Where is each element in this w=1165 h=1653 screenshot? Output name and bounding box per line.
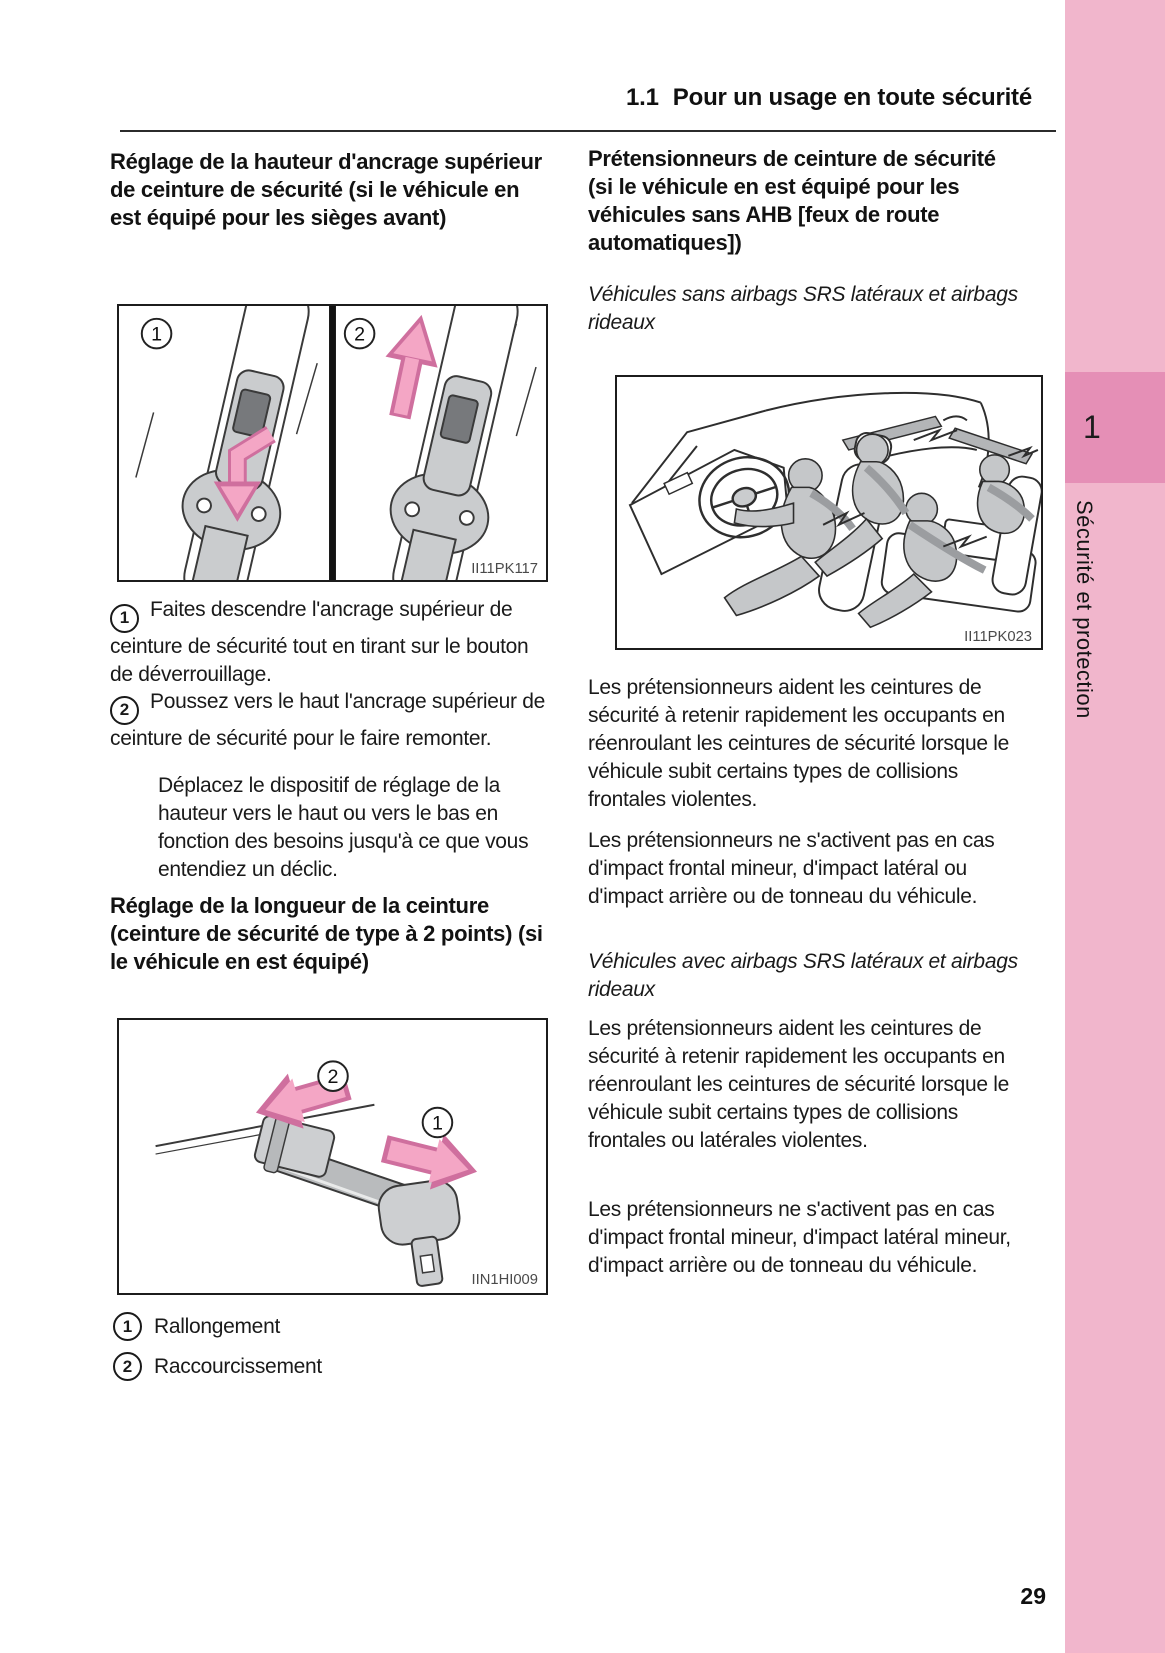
step-2 <box>110 688 555 753</box>
para-without-1: Les prétensionneurs aident les ceintures de sécurité à retenir rapidement les occupants en réenroulant les ceintures de sécurité lorsque le véhicule subit certains types de collisions frontales violentes. <box>588 676 1010 811</box>
legend-1-text: Rallongement <box>154 1314 280 1338</box>
chapter-title-vertical: Sécurité et protection <box>1072 500 1097 719</box>
legend-2-text: Raccourcissement <box>154 1354 322 1378</box>
figure-pretensioners <box>615 375 1043 650</box>
figure-code: II11PK023 <box>964 629 1033 646</box>
belt-height-illustration <box>119 306 546 580</box>
legend-item-1 <box>113 1312 558 1341</box>
section-number: 1.1 <box>626 84 659 111</box>
page-number: 29 <box>1020 1583 1046 1609</box>
step-2-number: 2 <box>110 696 139 725</box>
section-title: Pour un usage en toute sécurité <box>672 84 1032 111</box>
para-with-2: Les prétensionneurs ne s'activent pas en cas d'impact frontal mineur, d'impact latéral mineur, d'impact arrière ou de tonneau du véhicule. <box>588 1198 1011 1277</box>
figure-code: II11PK117 <box>471 561 538 578</box>
legend-2-number: 2 <box>113 1352 142 1381</box>
figure-belt-height <box>117 304 548 582</box>
heading-pretensioners: Prétensionneurs de ceinture de sécurité (si le véhicule en est équipé pour les véhicules sans AHB [feux de route automatiques]) <box>588 146 996 255</box>
legend-1-number: 1 <box>113 1312 142 1341</box>
heading-belt-length: Réglage de la longueur de la ceinture (ceinture de sécurité de type à 2 points) (si le véhicule en est équipé) <box>110 893 543 974</box>
step-1 <box>110 596 555 689</box>
variant-without-airbags: Véhicules sans airbags SRS latéraux et airbags rideaux <box>588 283 1018 334</box>
step-2-text: Poussez vers le haut l'ancrage supérieur de ceinture de sécurité pour le faire remonter. <box>110 690 546 750</box>
chapter-number-tab <box>1065 372 1165 483</box>
legend-item-2 <box>113 1352 558 1381</box>
panel2-label: 2 <box>354 323 366 346</box>
pretensioners-illustration <box>617 377 1041 648</box>
figure-code: IIN1HI009 <box>471 1272 538 1289</box>
chapter-number: 1 <box>1083 409 1101 445</box>
figure-belt-length <box>117 1018 548 1295</box>
arrow2-label: 2 <box>327 1066 339 1089</box>
para-without-2: Les prétensionneurs ne s'activent pas en cas d'impact frontal mineur, d'impact latéral ou d'impact arrière ou de tonneau du véhicule. <box>588 829 995 908</box>
step-note: Déplacez le dispositif de réglage de la hauteur vers le haut ou vers le bas en fonction des besoins jusqu'à ce que vous entendiez un déclic. <box>158 774 529 881</box>
heading-belt-height: Réglage de la hauteur d'ancrage supérieur de ceinture de sécurité (si le véhicule en est équipé pour les sièges avant) <box>110 149 542 230</box>
arrow1-label: 1 <box>431 1112 443 1135</box>
step-1-number: 1 <box>110 604 139 633</box>
chapter-sidebar-strip <box>1065 0 1165 1653</box>
para-with-1: Les prétensionneurs aident les ceintures de sécurité à retenir rapidement les occupants en réenroulant les ceintures de sécurité lorsque le véhicule subit certains types de collisions frontales ou latérales violentes. <box>588 1017 1010 1152</box>
belt-length-illustration <box>119 1020 546 1293</box>
panel1-label: 1 <box>151 323 163 346</box>
variant-with-airbags: Véhicules avec airbags SRS latéraux et airbags rideaux <box>588 950 1018 1001</box>
page-header <box>120 84 1056 132</box>
step-1-text: Faites descendre l'ancrage supérieur de ceinture de sécurité tout en tirant sur le bouton de déverrouillage. <box>110 598 529 686</box>
